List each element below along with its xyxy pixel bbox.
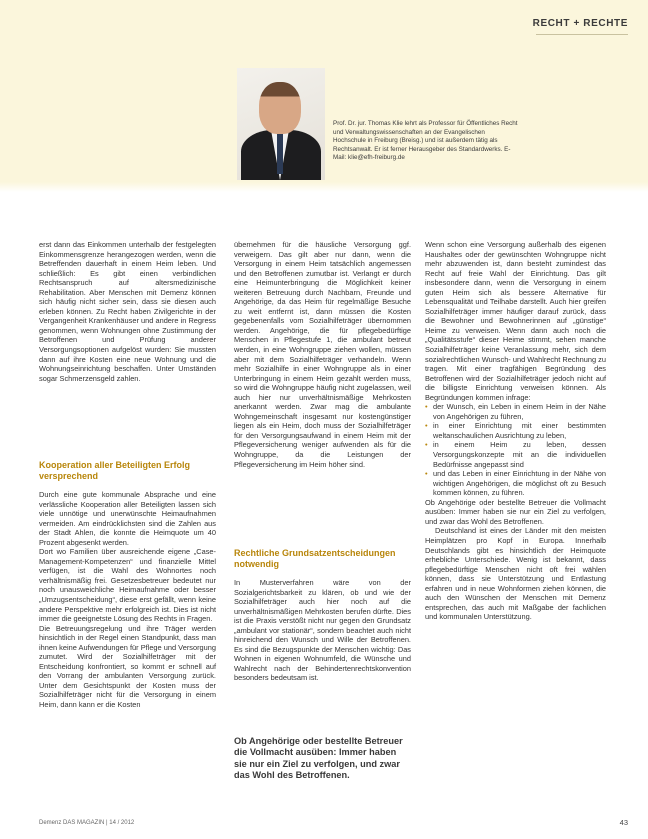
column-3 — [425, 240, 606, 622]
column-1-continued — [39, 490, 216, 710]
page-number: 43 — [619, 818, 628, 827]
list-item: • und das Leben in einer Einrichtung in der Nähe von wichtigen Angehörigen, die möglichst oft zu Besuch kommen können, zu führen. — [425, 469, 606, 498]
footer-publication: Demenz DAS MAGAZIN | 14 / 2012 — [39, 820, 135, 826]
col1-paragraph-4: Die Betreuungsregelung und ihre Träger werden hinsichtlich in der Regel einen Standpunkt, dass man ihnen keine Aufwendungen für Pflege und Versorgung zumutet. Wird der Sozialhilfeträger mit der Entscheidung konfrontiert, so kommt er schnell auf den Vorrang der ambulanten Versorgung zurück. Unter dem Gesichtspunkt der Kosten muss der Sozialhilfeträger nicht für die Versorgung in einem Heim, dann kann er die Kosten — [39, 623, 216, 710]
col3-paragraph-1: Wenn schon eine Versorgung außerhalb des eigenen Haushaltes oder der gewünschten Wohngruppe nicht mehr abzuwenden ist, dann besteht zumindest das Recht auf freie Wahl der Einrichtung. Das gilt insbesondere dann, wenn die Versorgung in einem guten Heim sich als bessere Alternative für Lebensqualität und Teilhabe darstellt. Auch hier greifen Sozialhilfeträger immer häufiger darauf zurück, dass die Bewohner und Bewohnerinnen auf „günstige“ Heime zu verweisen. Wenn dann auch noch die „Qualitätsstufe“ dieser Heime stimmt, sehen manche Sozialhilfeträger keine Veranlassung mehr, sich dem sozialrechtlichen Wunsch- und Wahlrecht Rechnung zu tragen. Mit einer tragfähigen Begründung des Betroffenen wird der Sozialhilfeträger jedoch nicht auf die billigste Einrichtung verweisen können. Als Begründungen kommen infrage: — [425, 240, 606, 402]
section-divider — [536, 34, 628, 35]
list-item: • in einem Heim zu leben, dessen Versorgungskonzepte mit an die individuellen Bedürfnisse angepasst sind — [425, 440, 606, 469]
column-1 — [39, 240, 216, 383]
subheading-rechtliche: Rechtliche Grundsatzentscheidungen notwendig — [234, 548, 396, 569]
subheading-kooperation: Kooperation aller Beteiligten Erfolg versprechend — [39, 460, 191, 481]
photo-tie — [277, 134, 283, 174]
column-2 — [234, 240, 411, 469]
author-caption: Prof. Dr. jur. Thomas Klie lehrt als Professor für Öffentliches Recht und Verwaltungswissenschaften an der Evangelischen Hochschule in Freiburg (Breisg.) und ist außerdem tätig als Rechtsanwalt. Er ist ferner Herausgeber des Standardwerks. E-Mail: klie@efh-freiburg.de — [333, 120, 518, 162]
list-item: • in einer Einrichtung mit einer bestimmten weltanschaulichen Ausrichtung zu leben, — [425, 421, 606, 440]
col1-paragraph-1: erst dann das Einkommen unterhalb der festgelegten Einkommensgrenze herangezogen werden, wenn die Betreffenden dauerhaft in einem Heim leben. Und schließlich: Es gibt einen verbindlichen Rechtsanspruch auf altersmedizinische Rehabilitation. Aber Menschen mit Demenz können sich häufig nicht sicher sein, dass sie diesen auch erleben können. Zu Recht haben Zivilgerichte in der Vergangenheit Krankenhäuser und andere in Regress genommen, wenn Wohnungen ohne Zustimmung der Betroffenen und Prüfung anderer Versorgungsoptionen aufgelöst wurden: Sie mussten dann auf ihre Kosten eine neue Wohnung und die Wohnungseinrichtung beschaffen. Unter Umständen sogar Schmerzensgeld zahlen. — [39, 240, 216, 383]
pull-quote: Ob Angehörige oder bestellte Betreuer die Vollmacht ausüben: Immer haben sie nur ein Ziel zu verfolgen, und zwar das Wohl des Betroffenen. — [234, 736, 403, 781]
list-item: • der Wunsch, ein Leben in einem Heim in der Nähe von Angehörigen zu führen, — [425, 402, 606, 421]
col2-paragraph-1: übernehmen für die häusliche Versorgung ggf. verweigern. Das gilt aber nur dann, wenn die Versorgung in einem Heim tatsächlich angemessen und den Betroffenen zumutbar ist. Verlangt er durch eine Heimunterbringung die Möglichkeit keiner weiteren Betreuung durch Nachbarn, Freunde und Angehörige, da das Heim für regelmäßige Besuche zu weit entfernt ist, dann müssen die Kosten gegebenenfalls vom Sozialhilfeträger übernommen werden. Angehörige, die für pflegebedürftige Menschen in Pflegestufe 1, die ambulant betreut werden, in eine Wohngruppe ziehen wollen, müssen aber mit dem Sozialhilfeträger verhandeln. Wenn mehr Sozialhilfe in einer Wohngruppe als in einer Unterbringung in einem Heim gezahlt werden muss, so wird die Wohngruppe häufig nicht zugelassen, weil auch hier nur unverhältnismäßige Mehrkosten anerkannt werden. Zwar mag die ambulante Wohngemeinschaft insgesamt nur kostengünstiger liegen als ein Heim, doch muss der Sozialhilfeträger für den Versorgungsaufwand in einem Heim mit der Pflegeversicherung weniger aufwenden als für die Wohngruppe, da die Leistungen der Pflegeversicherung im Heim höher sind. — [234, 240, 411, 469]
column-2-continued — [234, 578, 411, 683]
col1-paragraph-2: Durch eine gute kommunale Absprache und eine verlässliche Kooperation aller Beteiligten lassen sich viele unnötige und unerwünschte Heimaufnahmen vermeiden. Am eindrücklichsten sind die Zahlen aus der Stadt Ahlen, die konnte die Heimquote um 40 Prozent abgesenkt werden. — [39, 490, 216, 547]
col2-paragraph-2: In Musterverfahren wäre von der Sozialgerichtsbarkeit zu klären, ob und wie der Sozialhilfeträger auch hier noch auf die unverhältnismäßigen Mehrkosten berufen dürfte. Dies ist die Praxis verstößt nicht nur gegen den Grundsatz „ambulant vor stationär“, sondern beachtet auch nicht hinreichend den Wunsch und Wille der Betroffenen. Es sind die Bezugspunkte der Menschen wichtig: Das Wohnen in eigenen Wohnumfeld, die Wünsche und Wahlrecht nach der Behindertenrechtskonvention besonders bedeutsam ist. — [234, 578, 411, 683]
photo-head — [259, 82, 301, 134]
header-fade — [0, 182, 648, 192]
col1-paragraph-3: Dort wo Familien über ausreichende eigene „Case-Management-Kompetenzen“ und finanzielle Mittel verfügen, ist die Wahl des Wohnortes noch verhältnismäßig frei. Gesetzesbetreuer bedeutet nur noch unausweichliche Heimaufnahme oder besser „Umzugsentscheidung“, diese erst gefällt, wenn keine andere Perspektive mehr erfolgreich ist. Dies ist nicht immer die geeignetste Lösung des Rechts in Fragen. — [39, 547, 216, 624]
section-label: RECHT + RECHTE — [532, 18, 628, 29]
reasons-list — [425, 402, 606, 497]
author-photo — [237, 68, 325, 180]
col3-paragraph-3: Deutschland ist eines der Länder mit den meisten Heimplätzen pro Kopf in Europa. Innerhalb Deutschlands gibt es hinsichtlich der Heimquote erhebliche Unterschiede. Wenig ist bekannt, dass pflegebedürftige Menschen nicht oft frei wählen können, dass sie Unterstützung und Entlastung erfahren und in neue Wohnformen ziehen können, die auch den Wünschen der Menschen mit Demenz entsprechen, das auch mit Maßgabe der fachlichen und kommunalen Unterstützung. — [425, 526, 606, 622]
col3-paragraph-2: Ob Angehörige oder bestellte Betreuer die Vollmacht ausüben: Immer haben sie nur ein Ziel zu verfolgen, und zwar das Wohl des Betroffenen. — [425, 497, 606, 526]
